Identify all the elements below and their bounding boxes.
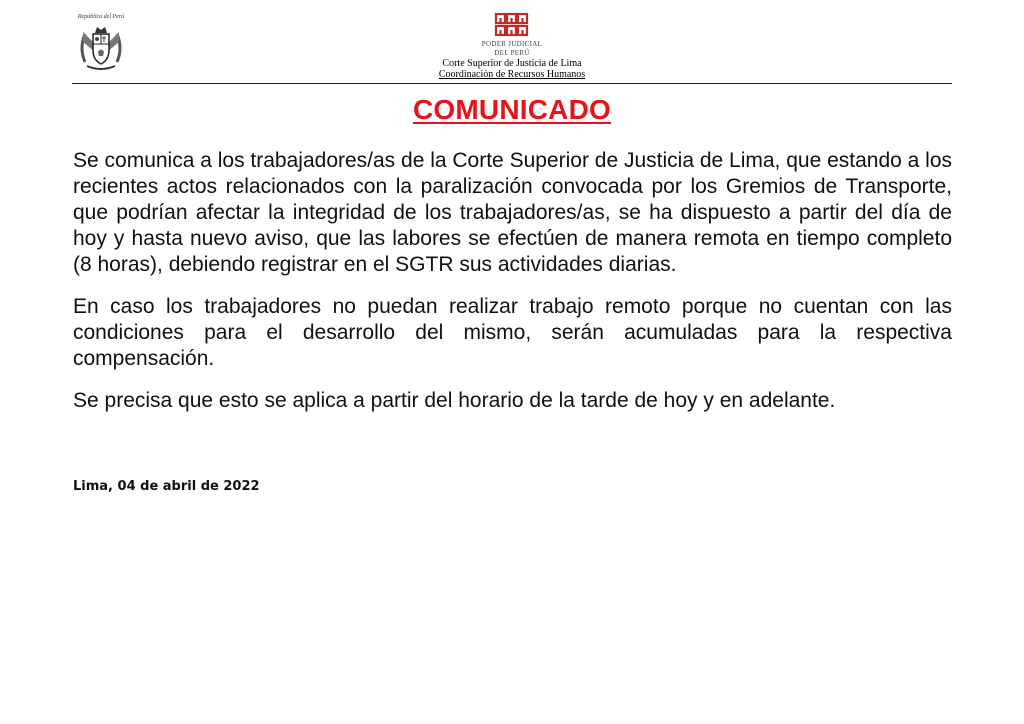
- department-name: Coordinación de Recursos Humanos: [438, 69, 586, 80]
- document-body: [73, 148, 952, 430]
- paragraph-3: Se precisa que esto se aplica a partir del horario de la tarde de hoy y en adelante.: [73, 389, 836, 412]
- place-date: Lima, 04 de abril de 2022: [73, 479, 260, 494]
- coat-of-arms: [70, 14, 132, 74]
- document-title: COMUNICADO: [413, 94, 611, 125]
- header-divider: [72, 83, 952, 84]
- paragraph-1: Se comunica a los trabajadores/as de la Corte Superior de Justicia de Lima, que estando a los recientes actos relacionados con la paralización convocada por los Gremios de Transporte, que podrían afectar la integridad de los trabajadores/as, se ha dispuesto a partir del día de hoy y hasta nuevo aviso, que las labores se efectúen de manera remota en tiempo completo (8 horas), debiendo registrar en el SGTR sus actividades diarias.: [73, 149, 953, 276]
- institution-line1: PODER JUDICIAL: [481, 40, 543, 48]
- institution-name: [442, 40, 582, 58]
- institution-line2: DEL PERÚ: [494, 49, 530, 57]
- coat-caption: República del Perú: [77, 14, 125, 20]
- paragraph-2: En caso los trabajadores no puedan realizar trabajo remoto porque no cuentan con las condiciones para el desarrollo del mismo, serán acumuladas para la respectiva compensación.: [73, 295, 952, 370]
- coat-of-arms-icon: [77, 22, 125, 72]
- court-name: Corte Superior de Justicia de Lima: [442, 58, 582, 69]
